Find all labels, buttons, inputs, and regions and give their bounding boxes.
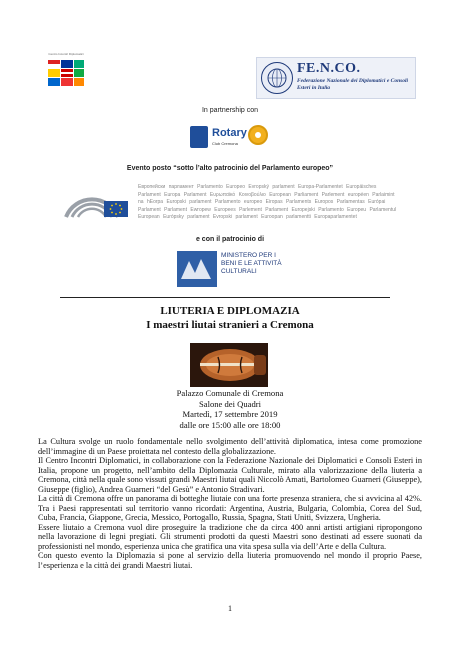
event-time: dalle ore 15:00 alle ore 18:00: [179, 419, 281, 430]
body-paragraph: Essere liutaio a Cremona vuol dire proseguire la tradizione che da circa 400 anni artisti artigiani ripropongono nella lavorazione di legni pregiati. Gli strumenti prodotti da questi Maestri sono destinati ad essere suonati da professionisti nel mondo, esperienza unica che gratifica una vita spesa sulla via dell’Arte e della Cultura.: [38, 522, 422, 551]
un-emblem-icon: [261, 62, 293, 94]
mibac-text: MINISTERO PER I BENI E LE ATTIVITÀ CULTURALI: [221, 252, 282, 275]
fenco-title: FE.N.CO.: [297, 61, 361, 76]
rotary-logo: [190, 125, 270, 151]
event-details: [0, 388, 460, 430]
page-number: 1: [228, 604, 232, 613]
body-paragraph: Il Centro Incontri Diplomatici, in collaborazione con la Federazione Nazionale dei Diplomatici e Consoli Esteri in Italia, propone un progetto, nell’ambito della Diplomazia Culturale, mirato alla valorizzazione della liuteria a Cremona, città nella quale sono vissuti grandi Maestri liutai quali Niccolò Amati, Bartolomeo Guarneri (Giuseppe), Giuseppe (figlio), Andrea Guarneri “del Gesù” e Antonio Stradivari.: [38, 456, 422, 494]
event-date: Martedì, 17 settembre 2019: [182, 409, 278, 419]
evento-patrocinio-text: Evento posto “sotto l’alto patrocinio del Parlamento europeo”: [126, 165, 334, 172]
flags-caption: Centro Incontri Diplomatici: [48, 52, 84, 56]
centro-incontri-diplomatici-logo: [46, 52, 86, 96]
mibac-logo: [177, 251, 285, 287]
body-paragraph: La città di Cremona offre un panorama di botteghe liutaie con una forte presenza straniera, che si avvicina al 42%. Tra i Paesi rappresentati sul territorio vanno ricordati: Argentina, Austria, Bulgaria, Colombia, Corea del Sud, Cuba, Francia, Giappone, Grecia, Messico, Portogallo, Russia, Spagna, Stati Uniti, Svizzera, Ungheria.: [38, 494, 422, 522]
rotary-name: Rotary: [212, 127, 247, 139]
patrocinio-label: e con il patrocinio di: [195, 236, 265, 243]
event-subtitle: I maestri liutai stranieri a Cremona: [146, 319, 314, 331]
body-paragraph: Con questo evento la Diplomazia si pone al servizio della liuteria promuovendo nel mondo il proprio Paese, l’esperienza e la città dei grandi Maestri liutai.: [38, 551, 422, 570]
rotary-club: Club Cremona: [212, 141, 238, 146]
rotary-shield-icon: [190, 126, 208, 148]
mibac-mark-icon: [177, 251, 217, 287]
european-parliament-logo: [62, 183, 132, 223]
violin-image: [190, 343, 268, 387]
event-title: LIUTERIA E DIPLOMAZIA: [160, 305, 300, 317]
venue-room: Salone dei Quadri: [198, 398, 262, 409]
body-paragraph: La Cultura svolge un ruolo fondamentale nello svolgimento dell’attività diplomatica, intesa come promozione dell’immagine di un Paese proiettata nel contesto della globalizzazione.: [38, 437, 422, 456]
fenco-subtitle: Federazione Nazionale dei Diplomatici e Consoli Esteri in Italia: [297, 78, 409, 91]
rotary-wheel-icon: [248, 125, 268, 145]
divider-line: [60, 297, 390, 298]
european-parliament-names: Европейски парламент Parlamento Europeo Evropský parlament Europa-Parlamentet Europäisches Parlament Europa Parlament Ευρωπαϊκό Κοινοβούλιο European Parliament Parlement européen Parlaimint na hEorpa Europski parlament Parlamento europeo Eiropas Parlaments Europos Parlamentas Európai Parlament Parlament Ewropew Europees Parlement Parlament Europejski Parlamento Europeu Parlamentul European Európsky parlament Evropski parlament Euroopan parlamentti Europaparlamentet: [138, 184, 397, 221]
fenco-logo: [256, 57, 416, 99]
body-text: [38, 437, 422, 570]
venue-name: Palazzo Comunale di Cremona: [176, 388, 284, 398]
partnership-label: In partnership con: [201, 107, 259, 114]
